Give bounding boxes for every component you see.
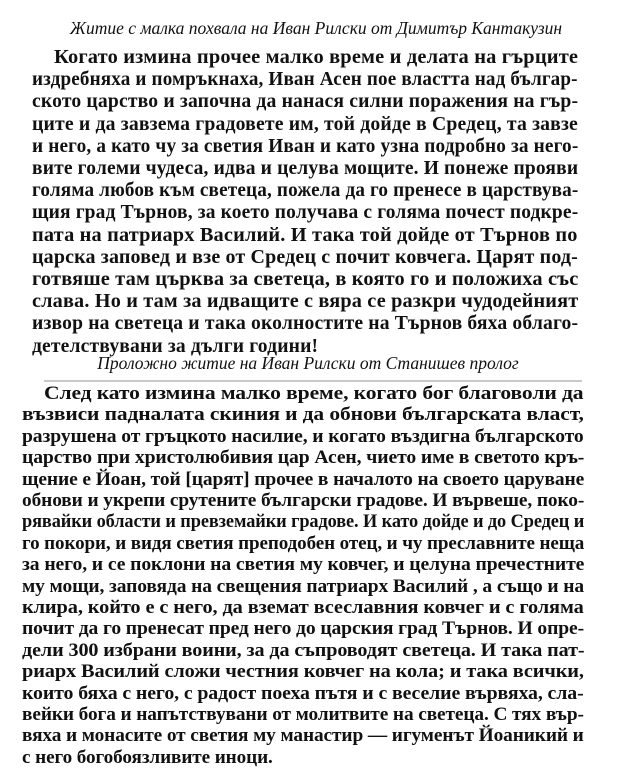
section-2-title: Проложно житие на Иван Рилски от Станишев пролог: [97, 353, 519, 373]
text-line: риарх Василий сложи честния ковчег на кола; и така всички,: [22, 661, 584, 683]
text-line: разрушена от гръцкото насилие, и когато въздигна българското: [22, 425, 584, 447]
text-line: рявайки области и превземайки градове. И като дойде и до Средец и: [22, 511, 585, 533]
text-line: голяма любов към светеца, пожела да го пренесе в царствува-: [32, 180, 579, 202]
text-line: готвяше там църква за светеца, в която го и положиха със: [32, 269, 579, 290]
text-line: за него, и се поклони на светия му ковчег, и целуна пречестните: [22, 554, 585, 576]
text-line: царство при христолюбивия цар Асен, чието име в светото кръ-: [22, 447, 585, 469]
text-line: и него, а като чу за светия Иван и като узна подробно за него-: [32, 135, 579, 157]
text-line: издребняха и помръкнаха, Иван Асен пое властта над българ-: [32, 69, 578, 91]
text-line: които бяха с него, с радост поеха пътя и с веселие вървяха, сла-: [22, 682, 584, 704]
text-line: клира, който е с него, да вземат всеславния ковчег и с голяма: [22, 597, 584, 618]
text-line: След като измина малко време, когато бог благоволи да: [44, 383, 584, 404]
text-line: обнови и укрепи срутените български градове. И вървеше, поко-: [22, 490, 585, 511]
text-line: ското царство и започна да нанася силни поражения на гър-: [32, 91, 579, 113]
text-line: щение е Йоан, той [царят] прочее в началото на своето царуване: [22, 468, 585, 490]
divider-line: [44, 380, 582, 382]
text-line: ците и да завзема градовете им, той дойде в Средец, та завзе: [32, 113, 578, 135]
text-line: с него богобоязливите иноци.: [22, 746, 273, 768]
text-line: му мощи, заповяда на свещения патриарх Василий , а също и на: [22, 575, 584, 597]
text-line: царска заповед и взе от Средец с почит ковчега. Царят под-: [32, 246, 578, 268]
text-line: пата на патриарх Василий. И така той дойде от Търнов по: [32, 224, 578, 246]
text-line: вите големи чудеса, идва и целува мощите. И понеже прояви: [32, 158, 579, 179]
text-line: дели 300 избрани воини, за да съпроводят светеца. И така пат-: [22, 639, 585, 661]
text-line: щия град Търнов, за което получава с голяма почест подкре-: [32, 202, 579, 224]
text-line: го покори, и видя светия преподобен отец, и чу преславните неща: [22, 532, 585, 554]
text-line: слава. Но и там за идващите с вяра се разкри чудодейният: [32, 291, 579, 313]
text-line: вейки бога и напътствувани от молитвите на светеца. С тях вър-: [22, 704, 584, 725]
text-line: вяха и монасите от светия му манастир — игуменът Йоаникий и: [22, 725, 584, 747]
text-line: почит да го пренесат пред него до царския град Търнов. И опре-: [22, 618, 585, 640]
text-line: Когато измина прочее малко време и делата на гърците: [54, 47, 579, 68]
section-1-title: Житие с малка похвала на Иван Рилски от Димитър Кантакузин: [69, 18, 563, 38]
text-line: извор на светеца и така околностите на Търнов бяха облаго-: [32, 313, 579, 335]
text-line: детелствувани за дълги години!: [32, 335, 319, 357]
text-line: възвиси падналата скиния и да обнови българската власт,: [22, 404, 584, 426]
